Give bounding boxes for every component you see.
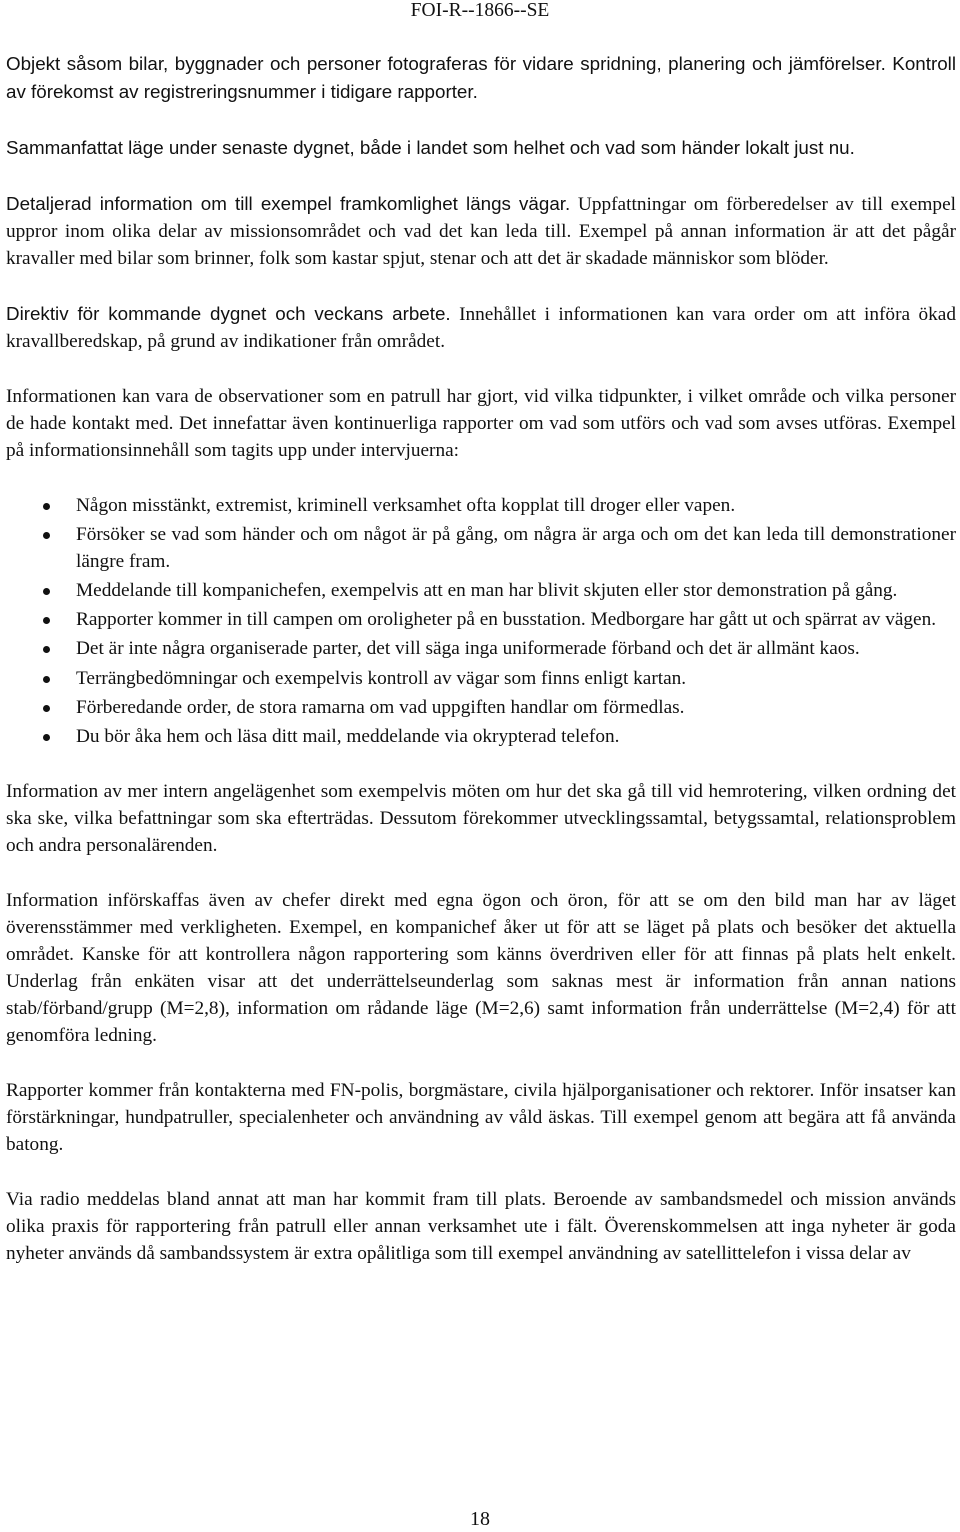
paragraph-text: Sammanfattat läge under senaste dygnet, både i landet som helhet och vad som händer lokalt just nu.: [6, 136, 855, 158]
paragraph-text-sans: Detaljerad information om till exempel framkomlighet längs vägar.: [6, 192, 571, 214]
paragraph-text: Informationen kan vara de observationer som en patrull har gjort, vid vilka tidpunkter, i vilket område och vilka personer de hade kontakt med. Det innefattar även kontinuerliga rapporter om vad som utförs och vad som avses utföras. Exempel på informationsinnehåll som tagits upp under intervjuerna:: [6, 385, 956, 462]
list-item: [6, 723, 956, 750]
bullet-icon: [43, 532, 50, 539]
list-item-text: Försöker se vad som händer och om något är på gång, om några är arga och om det kan leda till demonstrationer längre fram.: [76, 524, 956, 573]
list-item: [6, 694, 956, 721]
paragraph-text-serif: Innehållet i informationen kan vara order om att införa ökad kravallberedskap, på grund av indikationer från området.: [6, 303, 956, 353]
paragraph-text-serif: Uppfattningar om förberedelser av till exempel uppror inom olika delar av missionsområdet och vad det kan leda till. Exempel på annan information är att det pågår kravaller med bilar som brinner, folk som kastar spjut, stenar och att det är skadade människor som blöder.: [6, 193, 956, 270]
document-body: [6, 50, 956, 1295]
paragraph-detailed-information: [6, 190, 956, 272]
bullet-icon: [43, 734, 50, 741]
list-item-text: Det är inte några organiserade parter, det vill säga inga uniformerade förband och det är allmänt kaos.: [76, 638, 860, 660]
list-item-text: Någon misstänkt, extremist, kriminell verksamhet ofta kopplat till droger eller vapen.: [76, 495, 736, 517]
paragraph-text: Rapporter kommer från kontakterna med FN-polis, borgmästare, civila hjälporganisationer och rektorer. Inför insatser kan förstärkningar, hundpatruller, specialenheter och användning av våld äskas. Till exempel genom att begära att få använda batong.: [6, 1080, 956, 1156]
paragraph-patrol-observations: [6, 383, 956, 464]
paragraph-photo-objects: [6, 50, 956, 106]
report-id: FOI-R--1866--SE: [410, 0, 550, 21]
paragraph-text: Information av mer intern angelägenhet som exempelvis möten om hur det ska gå till vid hemrotering, vilken ordning det ska ske, vilka befattningar som ska efterträdas. Dessutom förekommer utvecklingssamtal, betygssamtal, relationsproblem och andra personalärenden.: [6, 780, 956, 856]
bullet-icon: [43, 676, 50, 683]
list-item: [6, 635, 956, 662]
bullet-icon: [43, 503, 50, 510]
paragraph-radio-communication: [6, 1186, 956, 1267]
list-item-text: Terrängbedömningar och exempelvis kontroll av vägar som finns enligt kartan.: [76, 667, 687, 689]
list-item: [6, 492, 956, 519]
paragraph-text: Information införskaffas även av chefer direkt med egna ögon och öron, för att se om den bild man har av läget överensstämmer med verkligheten. Exempel, en kompanichef åker ut för att se läget på plats och besöker det aktuella området. Kanske för att kontrollera någon rapportering som känns överdriven eller för att finnas på plats helt enkelt. Underlag från enkäten visar att det underrättelseunderlag som saknas mest är information från annan nations stab/förband/grupp (M=2,8), information om rådande läge (M=2,6) samt information från underrättelse (M=2,4) för att genomföra ledning.: [6, 889, 956, 1047]
list-item: [6, 521, 956, 575]
list-item: [6, 665, 956, 692]
list-item-text: Du bör åka hem och läsa ditt mail, meddelande via okrypterad telefon.: [76, 725, 620, 747]
list-item-text: Rapporter kommer in till campen om oroligheter på en busstation. Medborgare har gått ut och spärrat av vägen.: [76, 609, 937, 631]
bullet-icon: [43, 705, 50, 712]
paragraph-text: Objekt såsom bilar, byggnader och personer fotograferas för vidare spridning, planering och jämförelser. Kontroll av förekomst av registreringsnummer i tidigare rapporter.: [6, 53, 956, 103]
bullet-icon: [43, 646, 50, 653]
list-item-text: Meddelande till kompanichefen, exempelvis att en man har blivit skjuten eller stor demonstration på gång.: [76, 580, 898, 602]
paragraph-internal-matters: [6, 778, 956, 859]
list-item-text: Förberedande order, de stora ramarna om vad uppgiften handlar om förmedlas.: [76, 696, 685, 718]
paragraph-directives: [6, 300, 956, 355]
paragraph-situation-summary: [6, 134, 956, 162]
bullet-icon: [43, 617, 50, 624]
paragraph-commander-observation: [6, 887, 956, 1050]
paragraph-text-sans: Direktiv för kommande dygnet och veckans arbete.: [6, 302, 451, 324]
list-item: [6, 577, 956, 604]
bullet-icon: [43, 588, 50, 595]
list-item: [6, 606, 956, 633]
page-header: [0, 0, 960, 22]
paragraph-contacts-reports: [6, 1077, 956, 1158]
page-number: 18: [470, 1508, 490, 1530]
paragraph-text: Via radio meddelas bland annat att man har kommit fram till plats. Beroende av sambandsmedel och mission används olika praxis för rapportering från patrull eller annan verksamhet ute i fält. Överenskommelsen att inga nyheter är goda nyheter används då sambandssystem är extra opålitliga som till exempel användning av satellittelefon i vissa delar av: [6, 1189, 956, 1265]
interview-examples-list: [6, 492, 956, 750]
